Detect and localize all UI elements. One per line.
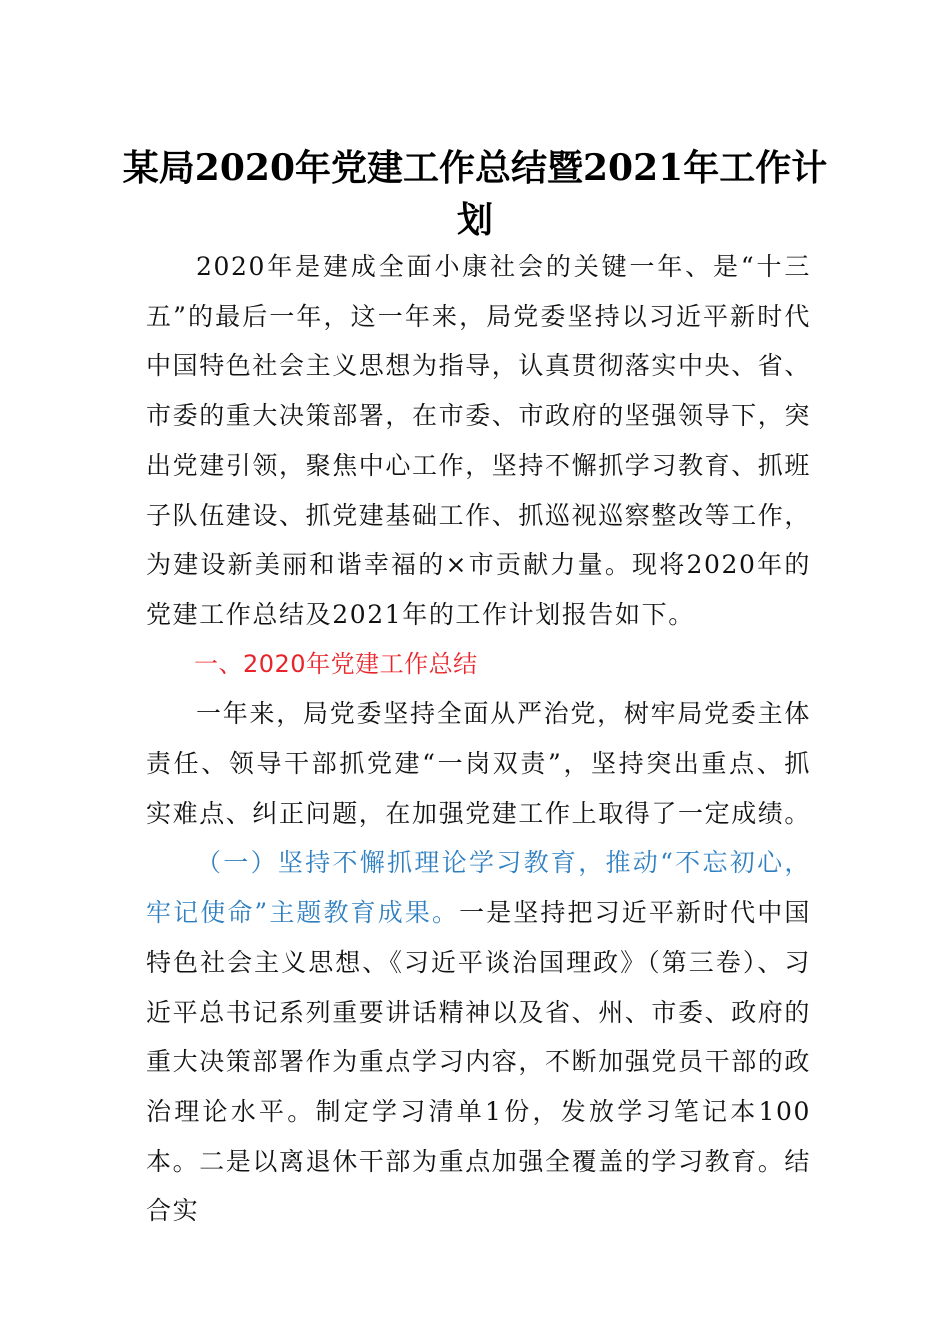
subsection-heading: （一）坚持不懈抓理论学习教育，推动“不忘初心，牢记使命”主题教育成果。 xyxy=(146,848,811,928)
document-body xyxy=(146,242,811,1236)
intro-paragraph: 2020年是建成全面小康社会的关键一年、是“十三五”的最后一年，这一年来，局党委坚持以习近平新时代中国特色社会主义思想为指导，认真贯彻落实中央、省、市委的重大决策部署，在市委、市政府的坚强领导下，突出党建引领，聚焦中心工作，坚持不懈抓学习教育、抓班子队伍建设、抓党建基础工作、抓巡视巡察整改等工作，为建设新美丽和谐幸福的×市贡献力量。现将2020年的党建工作总结及2021年的工作计划报告如下。 xyxy=(146,252,812,629)
document-title: 某局2020年党建工作总结暨2021年工作计划 xyxy=(122,147,828,241)
section-heading: 一、2020年党建工作总结 xyxy=(194,649,478,678)
subsection-paragraph xyxy=(146,838,811,1236)
subsection-text: 一是坚持把习近平新时代中国特色社会主义思想、《习近平谈治国理政》（第三卷）、习近平总书记系列重要讲话精神以及省、州、市委、政府的重大决策部署作为重点学习内容，不断加强党员干部的政治理论水平。制定学习清单1份，发放学习笔记本100本。二是以离退休干部为重点加强全覆盖的学习教育。结合实 xyxy=(146,898,812,1226)
section-paragraph: 一年来，局党委坚持全面从严治党，树牢局党委主体责任、领导干部抓党建“一岗双责”，坚持突出重点、抓实难点、纠正问题，在加强党建工作上取得了一定成绩。 xyxy=(146,699,812,828)
